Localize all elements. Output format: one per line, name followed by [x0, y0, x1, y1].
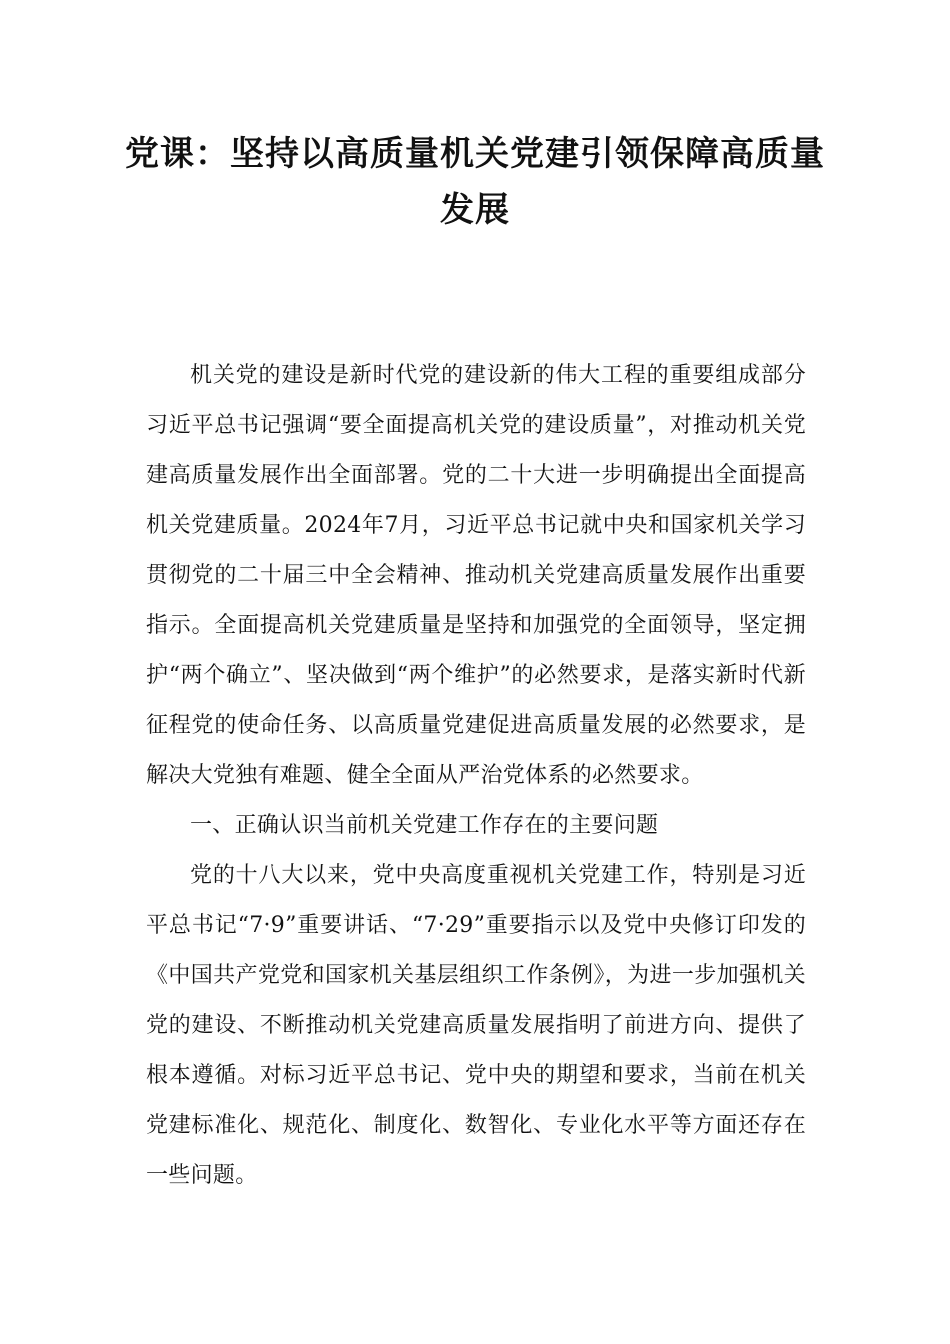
paragraph-section-one: 党的十八大以来，党中央高度重视机关党建工作，特别是习近平总书记“7·9”重要讲话、“7·29”重要指示以及党中央修订印发的《中国共产党党和国家机关基层组织工作条例》，为进一步加强机关党的建设、不断推动机关党建高质量发展指明了前进方向、提供了根本遵循。对标习近平总书记、党中央的期望和要求，当前在机关党建标准化、规范化、制度化、数智化、专业化水平等方面还存在一些问题。 — [146, 863, 806, 1188]
paragraph-intro: 机关党的建设是新时代党的建设新的伟大工程的重要组成部分习近平总书记强调“要全面提高机关党的建设质量”，对推动机关党建高质量发展作出全面部署。党的二十大进一步明确提出全面提高机关党建质量。2024年7月，习近平总书记就中央和国家机关学习贯彻党的二十届三中全会精神、推动机关党建高质量发展作出重要指示。全面提高机关党建质量是坚持和加强党的全面领导，坚定拥护“两个确立”、坚决做到“两个维护”的必然要求，是落实新时代新征程党的使命任务、以高质量党建促进高质量发展的必然要求，是解决大党独有难题、健全全面从严治党体系的必然要求。 — [146, 363, 806, 788]
section-heading: 一、正确认识当前机关党建工作存在的主要问题 — [190, 813, 659, 838]
document-body — [146, 351, 806, 1201]
document-title: 党课：坚持以高质量机关党建引领保障高质量发展 — [125, 134, 825, 230]
